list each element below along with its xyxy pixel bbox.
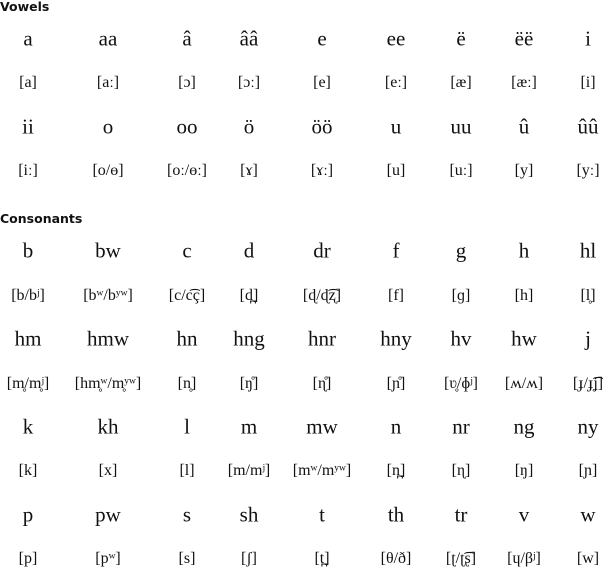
ipa-cell: [hm̥ʷ/m̥ʸʷ] [74, 375, 142, 392]
ipa-cell: [x] [98, 462, 118, 479]
ipa-cell: [eː] [384, 74, 408, 91]
letter-cell: h [518, 238, 530, 263]
ipa-cell: [iː] [18, 162, 38, 179]
letter-cell: l [184, 414, 190, 439]
letter-cell: m [240, 414, 258, 439]
ipa-cell: [d̪] [239, 287, 259, 304]
letter-cell: û [518, 114, 530, 139]
ipa-cell: [l̥] [580, 287, 596, 304]
ipa-cell: [p] [18, 550, 38, 567]
letter-cell: e [317, 26, 327, 51]
ipa-cell: [n̪] [386, 462, 406, 479]
letter-cell: mw [306, 414, 338, 439]
ipa-cell: [y] [514, 162, 534, 179]
letter-cell: b [22, 238, 34, 263]
letter-cell: hng [233, 326, 265, 351]
ipa-cell: [ʋ̥/ɸʲ] [444, 375, 478, 392]
letter-cell: ny [577, 414, 599, 439]
letter-cell: hnr [308, 326, 336, 351]
letter-cell: n [390, 414, 402, 439]
letter-cell: j [585, 326, 591, 351]
section-heading: Vowels [0, 0, 50, 14]
letter-cell: hv [450, 326, 472, 351]
ipa-cell: [pʷ] [95, 550, 121, 567]
ipa-cell: [i] [580, 74, 596, 91]
ipa-cell: [ɡ] [451, 287, 471, 304]
letter-cell: hm [14, 326, 42, 351]
letter-cell: ë [456, 26, 466, 51]
letter-cell: a [23, 26, 33, 51]
ipa-cell: [ɲ] [578, 462, 598, 479]
letter-cell: aa [98, 26, 118, 51]
letter-cell: nr [452, 414, 470, 439]
section-heading: Consonants [0, 211, 83, 226]
letter-cell: ö [243, 114, 255, 139]
letter-cell: t [319, 502, 325, 527]
ipa-cell: [ʍ/ʍ] [504, 375, 544, 392]
letter-cell: öö [311, 114, 333, 139]
letter-cell: f [392, 238, 400, 263]
ipa-cell: [h] [514, 287, 534, 304]
letter-cell: hw [511, 326, 537, 351]
ipa-cell: [uː] [449, 162, 473, 179]
ipa-cell: [aː] [96, 74, 120, 91]
ipa-cell: [c/c͡ç] [168, 287, 206, 304]
ipa-cell: [m̥/m̥ʲ] [6, 375, 50, 392]
ipa-cell: [ŋ̊] [239, 375, 259, 392]
ipa-cell: [æː] [511, 74, 537, 91]
letter-cell: pw [95, 502, 121, 527]
letter-cell: s [182, 502, 192, 527]
letter-cell: u [390, 114, 402, 139]
ipa-cell: [ɳ̊] [312, 375, 332, 392]
letter-cell: bw [95, 238, 121, 263]
letter-cell: o [102, 114, 114, 139]
ipa-cell: [w] [576, 550, 600, 567]
letter-cell: w [580, 502, 596, 527]
ipa-cell: [e] [313, 74, 331, 91]
ipa-cell: [u] [386, 162, 406, 179]
ipa-cell: [ɤ] [240, 162, 258, 179]
ipa-cell: [m/mʲ] [227, 462, 271, 479]
letter-cell: p [22, 502, 34, 527]
letter-cell: kh [97, 414, 119, 439]
letter-cell: ng [513, 414, 535, 439]
letter-cell: i [585, 26, 591, 51]
ipa-cell: [ɲ̊] [386, 375, 406, 392]
ipa-cell: [b/bʲ] [11, 287, 45, 304]
ipa-cell: [a] [19, 74, 37, 91]
ipa-cell: [ʃ] [241, 550, 257, 567]
ipa-cell: [yː] [576, 162, 600, 179]
letter-cell: ëë [514, 26, 534, 51]
letter-cell: oo [176, 114, 198, 139]
letter-cell: ââ [239, 26, 259, 51]
letter-cell: hn [176, 326, 198, 351]
letter-cell: th [387, 502, 405, 527]
letter-cell: v [518, 502, 530, 527]
letter-cell: dr [313, 238, 331, 263]
ipa-cell: [ɟ/ɟ͡ʝ] [572, 375, 603, 392]
ipa-cell: [f] [388, 287, 404, 304]
letter-cell: ûû [577, 114, 599, 139]
ipa-cell: [oː/ɵː] [167, 162, 207, 179]
ipa-cell: [ɤː] [310, 162, 334, 179]
ipa-cell: [θ/ð] [380, 550, 412, 567]
letter-cell: ii [22, 114, 34, 139]
ipa-cell: [ɔː] [237, 74, 261, 91]
letter-cell: sh [239, 502, 259, 527]
ipa-cell: [mʷ/mʸʷ] [292, 462, 352, 479]
letter-cell: d [243, 238, 255, 263]
letter-cell: hny [380, 326, 412, 351]
ipa-cell: [ɖ/ɖ͡ʐ] [302, 287, 342, 304]
ipa-cell: [ɥ/βʲ] [507, 550, 541, 567]
ipa-cell: [l] [179, 462, 195, 479]
letter-cell: â [182, 26, 192, 51]
ipa-cell: [n̥] [177, 375, 197, 392]
letter-cell: uu [450, 114, 472, 139]
letter-cell: ee [386, 26, 406, 51]
ipa-cell: [t̪] [314, 550, 330, 567]
letter-cell: k [22, 414, 34, 439]
ipa-cell: [ɔ] [178, 74, 196, 91]
letter-cell: tr [454, 502, 468, 527]
ipa-cell: [k] [18, 462, 38, 479]
ipa-cell: [ɳ] [451, 462, 471, 479]
ipa-cell: [ŋ] [514, 462, 534, 479]
letter-cell: hmw [87, 326, 129, 351]
ipa-cell: [o/ɵ] [92, 162, 124, 179]
letter-cell: c [182, 238, 192, 263]
letter-cell: hl [579, 238, 597, 263]
ipa-cell: [s] [178, 550, 196, 567]
ipa-cell: [bʷ/bʸʷ] [83, 287, 133, 304]
ipa-cell: [ʈ/ʈ͡ʂ] [445, 550, 477, 567]
letter-cell: g [455, 238, 467, 263]
ipa-cell: [æ] [450, 74, 472, 91]
